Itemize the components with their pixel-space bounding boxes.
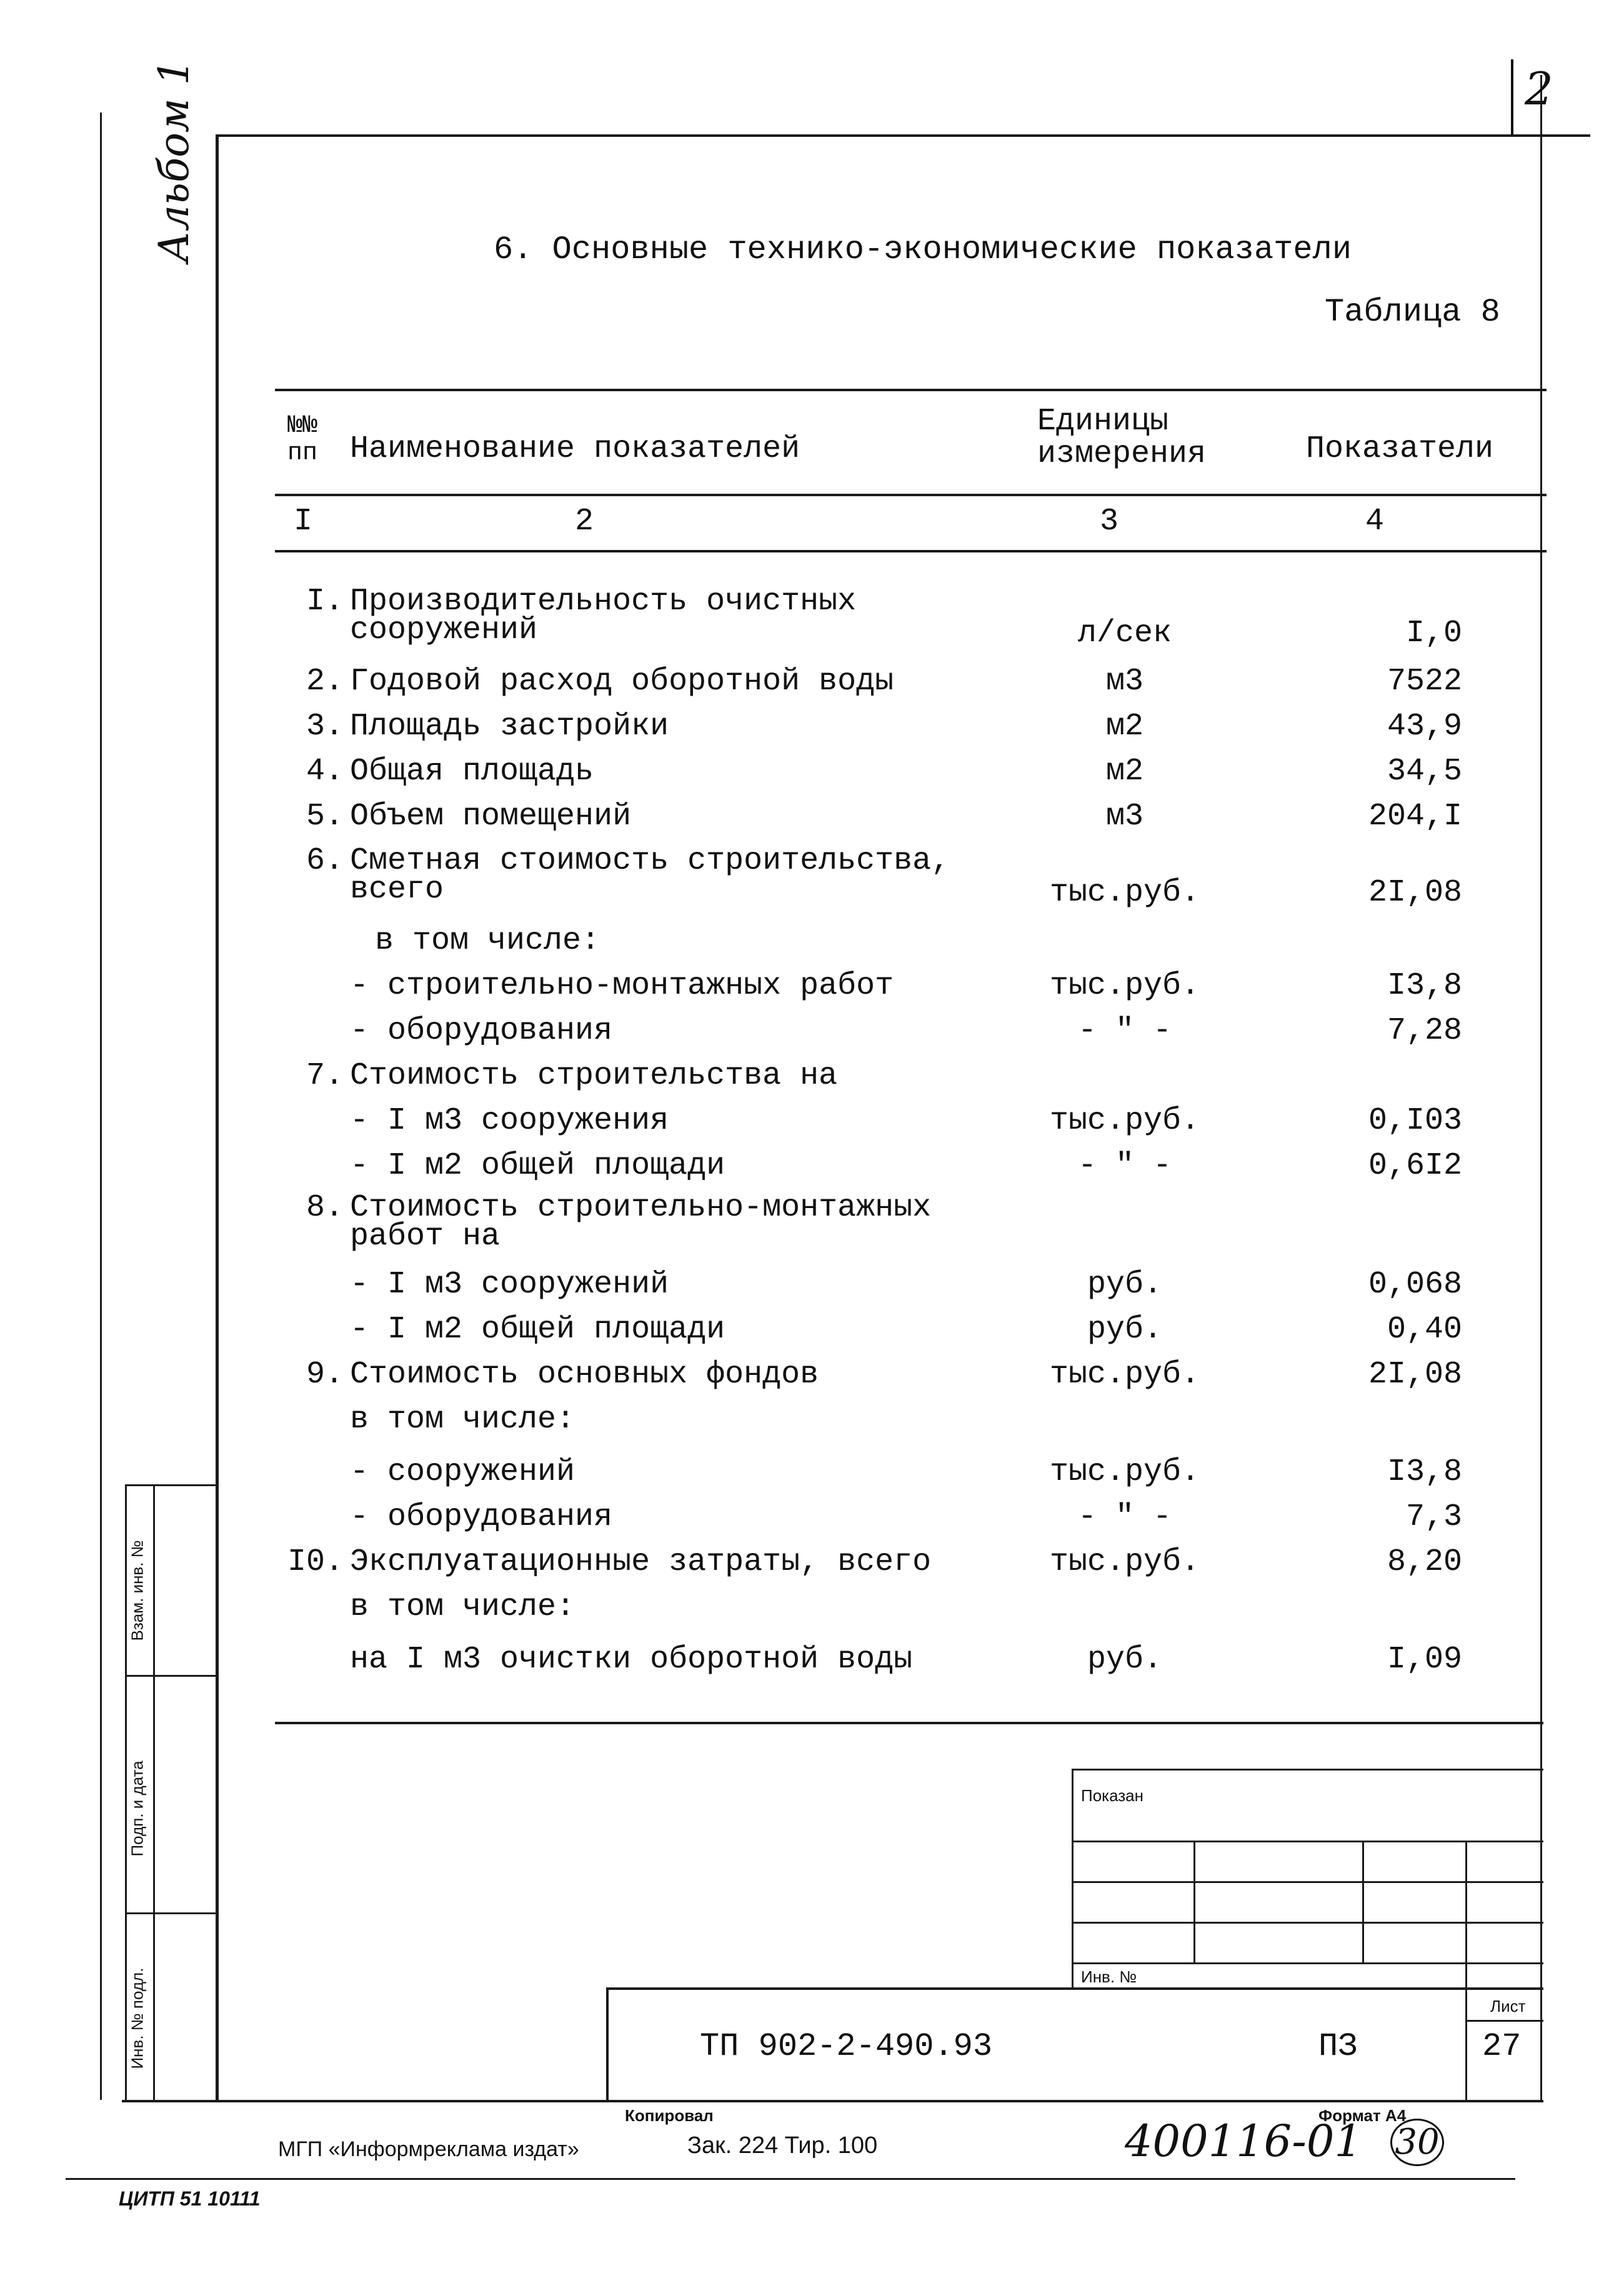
table-row bbox=[0, 1262, 1624, 1307]
row-unit: - " - bbox=[1077, 1499, 1172, 1535]
row-name: на I м3 очистки оборотной воды bbox=[350, 1642, 913, 1677]
sheet-sep bbox=[1465, 2020, 1543, 2022]
grid-col3 bbox=[1465, 1841, 1467, 2100]
row-name: Общая площадь bbox=[350, 754, 594, 789]
row-value: I3,8 bbox=[1387, 968, 1462, 1004]
row-unit: тыс.руб. bbox=[1049, 875, 1200, 911]
row-name: Стоимость основных фондов bbox=[350, 1357, 819, 1392]
row-name: - I м2 общей площади bbox=[350, 1148, 725, 1184]
side-strip-outer bbox=[125, 1484, 127, 2100]
col-num-4: 4 bbox=[1365, 504, 1385, 539]
table-row bbox=[0, 964, 1624, 1009]
sheet-label: Лист bbox=[1490, 1997, 1526, 2016]
side-label-vzam: Взам. инв. № bbox=[127, 1540, 147, 1641]
grid-top bbox=[1072, 1769, 1543, 1771]
table-row bbox=[0, 843, 1624, 916]
header-unit-line1: Единицы bbox=[1037, 404, 1169, 439]
row-unit: руб. bbox=[1087, 1312, 1163, 1347]
row-name: - оборудования bbox=[350, 1013, 613, 1049]
row-unit: руб. bbox=[1087, 1642, 1163, 1677]
row-value: 7,3 bbox=[1405, 1499, 1462, 1535]
order-info: Зак. 224 Тир. 100 bbox=[687, 2132, 878, 2159]
row-value: 7,28 bbox=[1387, 1013, 1462, 1049]
table-row bbox=[0, 659, 1624, 704]
row-name: - I м3 сооружения bbox=[350, 1103, 669, 1139]
table-row bbox=[0, 1540, 1624, 1585]
table-row bbox=[0, 1495, 1624, 1540]
row-number: I. bbox=[306, 584, 344, 619]
grid-row2 bbox=[1072, 1881, 1543, 1883]
row-value: 7522 bbox=[1387, 664, 1462, 699]
grid-row1 bbox=[1072, 1841, 1543, 1842]
table-row bbox=[0, 1144, 1624, 1189]
row-unit: м3 bbox=[1105, 799, 1143, 834]
grid-col1 bbox=[1193, 1841, 1195, 1962]
table-row bbox=[0, 1352, 1624, 1397]
row-value: 34,5 bbox=[1387, 754, 1462, 789]
row-name: Эксплуатационные затраты, всего bbox=[350, 1544, 932, 1580]
row-value: 0,40 bbox=[1387, 1312, 1462, 1347]
col-num-3: 3 bbox=[1100, 504, 1119, 539]
row-unit: тыс.руб. bbox=[1049, 1454, 1200, 1490]
row-name: Стоимость строительства на bbox=[350, 1058, 838, 1094]
section-title: 6. Основные технико-экономические показатели bbox=[494, 231, 1352, 268]
row-value: 0,6I2 bbox=[1368, 1148, 1462, 1184]
document-code: ТП 902-2-490.93 bbox=[700, 2028, 993, 2065]
side-strip-sep2 bbox=[125, 1912, 219, 1914]
row-name: в том числе: bbox=[375, 923, 600, 959]
row-name: в том числе: bbox=[350, 1589, 575, 1625]
bottom-code: ЦИТП 51 10111 bbox=[119, 2187, 261, 2210]
row-value: 2I,08 bbox=[1368, 1357, 1462, 1392]
side-strip-top bbox=[125, 1484, 219, 1486]
table-row bbox=[0, 1450, 1624, 1495]
row-name: - I м3 сооружений bbox=[350, 1267, 669, 1302]
row-value: I,0 bbox=[1405, 616, 1462, 651]
album-label: Альбом 1 bbox=[150, 59, 198, 262]
row-name: Производительность очистных bbox=[350, 584, 857, 619]
row-unit: м2 bbox=[1105, 754, 1143, 789]
table-row bbox=[0, 1585, 1624, 1630]
table-row bbox=[0, 1099, 1624, 1144]
row-unit: руб. bbox=[1087, 1267, 1163, 1302]
row-number: 2. bbox=[306, 664, 344, 699]
row-name: - I м2 общей площади bbox=[350, 1312, 725, 1347]
col-num-2: 2 bbox=[575, 504, 594, 539]
table-row bbox=[0, 919, 1624, 964]
table-row bbox=[0, 1054, 1624, 1099]
table-row bbox=[0, 1190, 1624, 1256]
row-value: 8,20 bbox=[1387, 1544, 1462, 1580]
row-unit: - " - bbox=[1077, 1013, 1172, 1049]
table-bottom-rule bbox=[275, 1722, 1543, 1724]
table-row bbox=[0, 584, 1624, 656]
side-strip-sep1 bbox=[125, 1675, 219, 1677]
inv-label: Инв. № bbox=[1081, 1967, 1137, 1986]
table-row bbox=[0, 1637, 1624, 1682]
format-label: Формат А4 bbox=[1318, 2106, 1407, 2125]
table-row bbox=[0, 749, 1624, 794]
header-unit-line2: измерения bbox=[1037, 436, 1207, 472]
grid-left bbox=[1072, 1769, 1074, 1987]
row-name: - сооружений bbox=[350, 1454, 575, 1490]
header-value: Показатели bbox=[1306, 431, 1494, 467]
row-number: I0. bbox=[287, 1544, 344, 1580]
row-number: 5. bbox=[306, 799, 344, 834]
row-value: 0,I03 bbox=[1368, 1103, 1462, 1139]
sheet-number: 27 bbox=[1482, 2028, 1522, 2065]
col-num-1: I bbox=[294, 504, 313, 539]
table-row bbox=[0, 794, 1624, 839]
side-label-inv-podl: Инв. № подл. bbox=[127, 1967, 147, 2069]
row-value: 43,9 bbox=[1387, 709, 1462, 744]
row-unit: тыс.руб. bbox=[1049, 968, 1200, 1004]
row-name-cont: работ на bbox=[350, 1219, 501, 1254]
row-unit: тыс.руб. bbox=[1049, 1357, 1200, 1392]
stamp-left bbox=[606, 1987, 609, 2100]
publisher: МГП «Информреклама издат» bbox=[278, 2137, 579, 2161]
copied-label: Копировал bbox=[625, 2106, 714, 2125]
stamp-top bbox=[606, 1987, 1543, 1990]
row-unit: м3 bbox=[1105, 664, 1143, 699]
handwritten-code: 400116-01 bbox=[1125, 2116, 1362, 2167]
side-strip-divider bbox=[153, 1484, 155, 2100]
row-unit: - " - bbox=[1077, 1148, 1172, 1184]
side-label-podp: Подп. и дата bbox=[127, 1761, 147, 1857]
document-section: ПЗ bbox=[1318, 2028, 1358, 2065]
row-name: в том числе: bbox=[350, 1402, 575, 1437]
row-name: - строительно-монтажных работ bbox=[350, 968, 894, 1004]
row-number: 4. bbox=[306, 754, 344, 789]
row-name: Годовой расход оборотной воды bbox=[350, 664, 894, 699]
row-unit: тыс.руб. bbox=[1049, 1103, 1200, 1139]
row-number: 8. bbox=[306, 1190, 344, 1226]
table-row bbox=[0, 1009, 1624, 1054]
grid-col2 bbox=[1362, 1841, 1364, 1962]
table-row bbox=[0, 1307, 1624, 1352]
table-row bbox=[0, 1397, 1624, 1442]
row-name: Стоимость строительно-монтажных bbox=[350, 1190, 932, 1226]
row-unit: м2 bbox=[1105, 709, 1143, 744]
handwritten-page: 30 bbox=[1390, 2119, 1444, 2166]
row-value: 2I,08 bbox=[1368, 875, 1462, 911]
grid-row4 bbox=[1072, 1962, 1543, 1964]
shown-label: Показан bbox=[1081, 1786, 1144, 1805]
table-label: Таблица 8 bbox=[1325, 294, 1500, 331]
row-value: I3,8 bbox=[1387, 1454, 1462, 1490]
row-number: 9. bbox=[306, 1357, 344, 1392]
corner-mark: 2 bbox=[1525, 62, 1553, 115]
row-value: 0,068 bbox=[1368, 1267, 1462, 1302]
row-value: 204,I bbox=[1368, 799, 1462, 834]
row-name-cont: сооружений bbox=[350, 612, 538, 648]
row-number: 3. bbox=[306, 709, 344, 744]
row-name: Сметная стоимость строительства, bbox=[350, 843, 950, 879]
table-row bbox=[0, 704, 1624, 749]
row-unit: тыс.руб. bbox=[1049, 1544, 1200, 1580]
row-name-cont: всего bbox=[350, 872, 444, 907]
row-name: - оборудования bbox=[350, 1499, 613, 1535]
header-num: №№ пп bbox=[287, 412, 318, 467]
row-name: Площадь застройки bbox=[350, 709, 669, 744]
row-number: 6. bbox=[306, 843, 344, 879]
grid-row3 bbox=[1072, 1922, 1543, 1924]
header-name: Наименование показателей bbox=[350, 431, 800, 467]
row-value: I,09 bbox=[1387, 1642, 1462, 1677]
row-number: 7. bbox=[306, 1058, 344, 1094]
row-name: Объем помещений bbox=[350, 799, 632, 834]
row-unit: л/сек bbox=[1077, 616, 1172, 651]
